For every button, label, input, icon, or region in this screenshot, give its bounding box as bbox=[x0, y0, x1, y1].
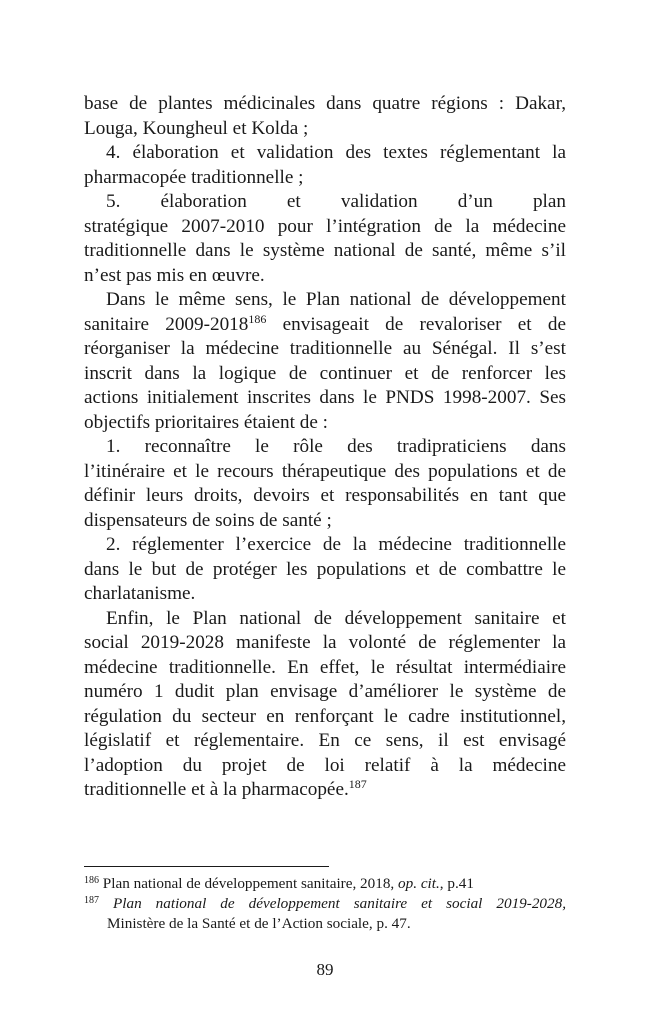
text-line: définir leurs droits, devoirs et responsabilités en tant que bbox=[84, 485, 566, 506]
text-line: actions initialement inscrites dans le PNDS 1998-2007. Ses bbox=[84, 387, 566, 408]
text-line: social 2019-2028 manifeste la volonté de réglementer la bbox=[84, 632, 566, 653]
text-line: inscrit dans la logique de continuer et de renforcer les bbox=[84, 362, 566, 384]
text-line: l’itinéraire et le recours thérapeutique des populations et de bbox=[84, 460, 566, 482]
text-line: médecine traditionnelle. En effet, le résultat intermédiaire bbox=[84, 656, 566, 678]
footnote-reference: 187 bbox=[348, 777, 367, 791]
footnote-text: Plan national de développement sanitaire, 2018, bbox=[99, 875, 399, 892]
footnote-number: 187 bbox=[84, 895, 99, 906]
text-line: régulation du secteur en renforçant le cadre institutionnel, bbox=[84, 705, 566, 727]
footnote-186 bbox=[84, 874, 566, 894]
text-line: objectifs prioritaires étaient de : bbox=[84, 411, 329, 433]
footnote-italic: Plan national de développement sanitaire et social 2019-2028, bbox=[99, 895, 566, 912]
body-text bbox=[84, 92, 566, 803]
text-line: 4. élaboration et validation des textes réglementant la bbox=[106, 142, 566, 163]
footnote-text: , p.41 bbox=[439, 875, 474, 892]
text-line: réorganiser la médecine traditionnelle au Sénégal. Il s’est bbox=[84, 338, 566, 359]
text-line: 5. élaboration et validation d’un plan bbox=[106, 191, 566, 212]
page-number: 89 bbox=[316, 960, 334, 979]
text-line: dispensateurs de soins de santé ; bbox=[84, 509, 332, 531]
text-line: Louga, Koungheul et Kolda ; bbox=[84, 117, 309, 139]
footnote-187-continuation: Ministère de la Santé et de l’Action sociale, p. 47. bbox=[107, 915, 411, 932]
footnote-187 bbox=[84, 894, 566, 914]
text-line: l’adoption du projet de loi relatif à la médecine bbox=[84, 754, 566, 776]
text-segment: sanitaire 2009-2018 bbox=[84, 313, 249, 335]
text-line: 1. reconnaître le rôle des tradipraticiens dans bbox=[106, 436, 566, 457]
text-line bbox=[84, 778, 566, 803]
footnote-number: 186 bbox=[84, 875, 99, 886]
text-segment: envisageait de revaloriser et de bbox=[266, 313, 566, 335]
text-line: dans le but de protéger les populations et de combattre le bbox=[84, 558, 566, 580]
text-line: Enfin, le Plan national de développement sanitaire et bbox=[106, 607, 566, 629]
text-line: 2. réglementer l’exercice de la médecine traditionnelle bbox=[106, 534, 566, 555]
text-line: charlatanisme. bbox=[84, 583, 196, 604]
text-line: pharmacopée traditionnelle ; bbox=[84, 166, 304, 188]
text-line: numéro 1 dudit plan envisage d’améliorer le système de bbox=[84, 681, 566, 702]
text-line: traditionnelle dans le système national de santé, même s’il bbox=[84, 240, 566, 261]
footnote-italic: op. cit. bbox=[398, 875, 440, 892]
text-line bbox=[84, 313, 566, 338]
footnotes bbox=[84, 874, 566, 934]
text-line: base de plantes médicinales dans quatre régions : Dakar, bbox=[84, 93, 566, 114]
text-line: législatif et réglementaire. En ce sens, il est envisagé bbox=[84, 730, 566, 751]
text-line: stratégique 2007-2010 pour l’intégration de la médecine bbox=[84, 215, 566, 237]
footnote-reference: 186 bbox=[248, 311, 267, 326]
text-line: n’est pas mis en œuvre. bbox=[84, 264, 265, 286]
footnote-separator bbox=[84, 866, 329, 867]
text-line: Dans le même sens, le Plan national de développement bbox=[106, 289, 566, 310]
text-segment: traditionnelle et à la pharmacopée. bbox=[84, 779, 349, 800]
